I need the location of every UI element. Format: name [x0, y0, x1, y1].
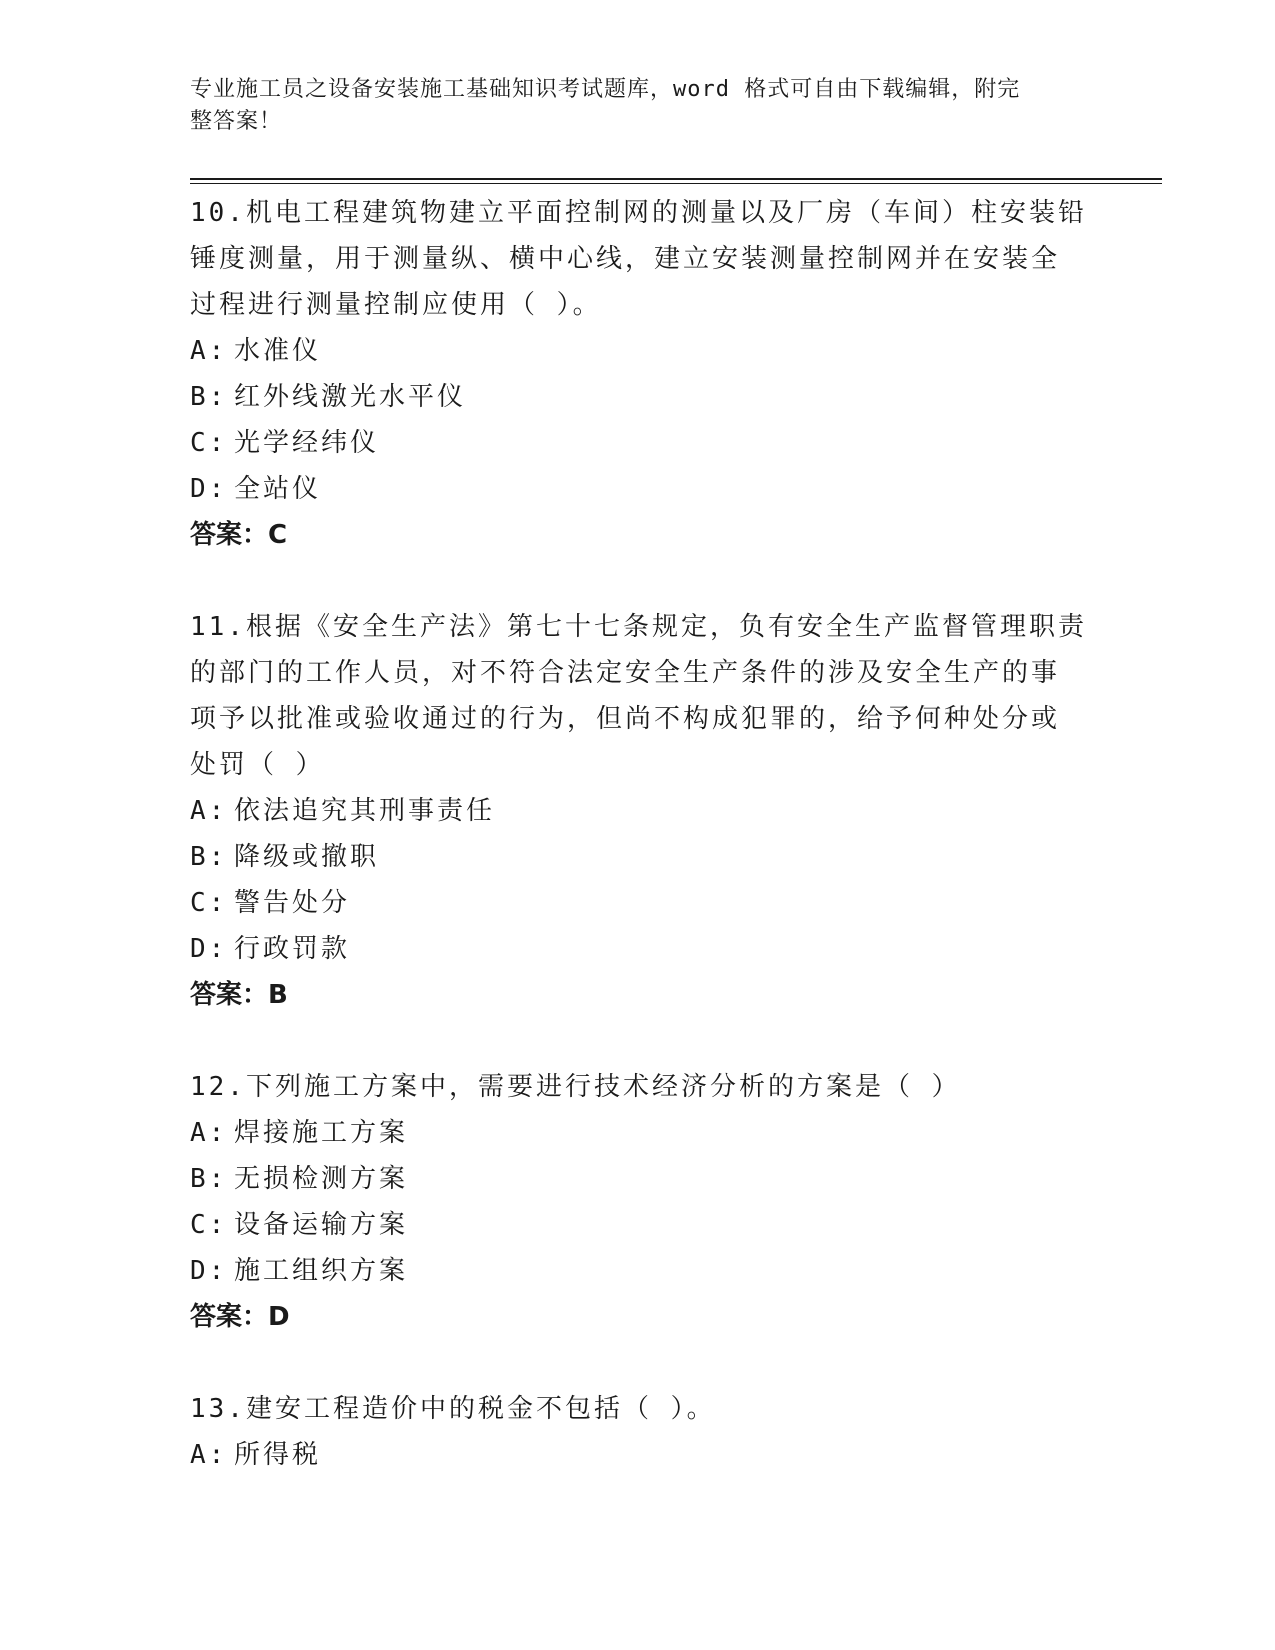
- option-text: 焊接施工方案: [234, 1118, 409, 1148]
- option-key: C:: [190, 1210, 228, 1240]
- document-header: 专业施工员之设备安装施工基础知识考试题库，word 格式可自由下载编辑，附完 整答案！: [190, 77, 1021, 134]
- question-list: [190, 190, 1090, 1524]
- option-key: A:: [190, 796, 228, 826]
- option-key: C:: [190, 428, 228, 458]
- option-b: [190, 374, 1090, 420]
- question-13: [190, 1386, 1090, 1478]
- option-c: [190, 1202, 1090, 1248]
- option-text: 依法追究其刑事责任: [234, 796, 496, 826]
- option-key: A:: [190, 1440, 228, 1470]
- option-d: [190, 926, 1090, 972]
- option-key: B:: [190, 842, 228, 872]
- option-key: D:: [190, 474, 228, 504]
- option-key: D:: [190, 1256, 228, 1286]
- header-rule-thick: [190, 178, 1162, 180]
- question-11: [190, 604, 1090, 1018]
- option-key: D:: [190, 934, 228, 964]
- option-b: [190, 834, 1090, 880]
- option-d: [190, 1248, 1090, 1294]
- option-text: 设备运输方案: [234, 1210, 409, 1240]
- option-key: C:: [190, 888, 228, 918]
- question-stem: 10.机电工程建筑物建立平面控制网的测量以及厂房（车间）柱安装铅 锤度测量，用于测量纵、横中心线，建立安装测量控制网并在安装全 过程进行测量控制应使用（ ）。: [190, 198, 1087, 320]
- option-text: 降级或撤职: [234, 842, 380, 872]
- option-text: 施工组织方案: [234, 1256, 409, 1286]
- header-rule-thin: [190, 183, 1162, 184]
- question-12: [190, 1064, 1090, 1340]
- option-key: B:: [190, 382, 228, 412]
- option-text: 红外线激光水平仪: [234, 382, 467, 412]
- option-c: [190, 420, 1090, 466]
- question-stem: 12.下列施工方案中，需要进行技术经济分析的方案是（ ）: [190, 1072, 961, 1102]
- option-d: [190, 466, 1090, 512]
- option-text: 所得税: [234, 1440, 322, 1470]
- option-a: [190, 1110, 1090, 1156]
- option-text: 警告处分: [234, 888, 351, 918]
- option-c: [190, 880, 1090, 926]
- option-key: A:: [190, 336, 228, 366]
- question-10: [190, 190, 1090, 558]
- question-stem: 11.根据《安全生产法》第七十七条规定，负有安全生产监督管理职责 的部门的工作人员，对不符合法定安全生产条件的涉及安全生产的事 项予以批准或验收通过的行为，但尚不构成犯罪的，给予何种处分或 处罚（ ）: [190, 612, 1087, 780]
- question-stem: 13.建安工程造价中的税金不包括（ ）。: [190, 1394, 716, 1424]
- option-b: [190, 1156, 1090, 1202]
- answer-line: 答案：C: [190, 520, 288, 550]
- option-key: B:: [190, 1164, 228, 1194]
- option-text: 光学经纬仪: [234, 428, 380, 458]
- option-text: 行政罚款: [234, 934, 351, 964]
- option-a: [190, 1432, 1090, 1478]
- option-text: 水准仪: [234, 336, 322, 366]
- answer-line: 答案：D: [190, 1302, 290, 1332]
- option-a: [190, 788, 1090, 834]
- option-key: A:: [190, 1118, 228, 1148]
- option-a: [190, 328, 1090, 374]
- answer-line: 答案：B: [190, 980, 288, 1010]
- option-text: 全站仪: [234, 474, 322, 504]
- option-text: 无损检测方案: [234, 1164, 409, 1194]
